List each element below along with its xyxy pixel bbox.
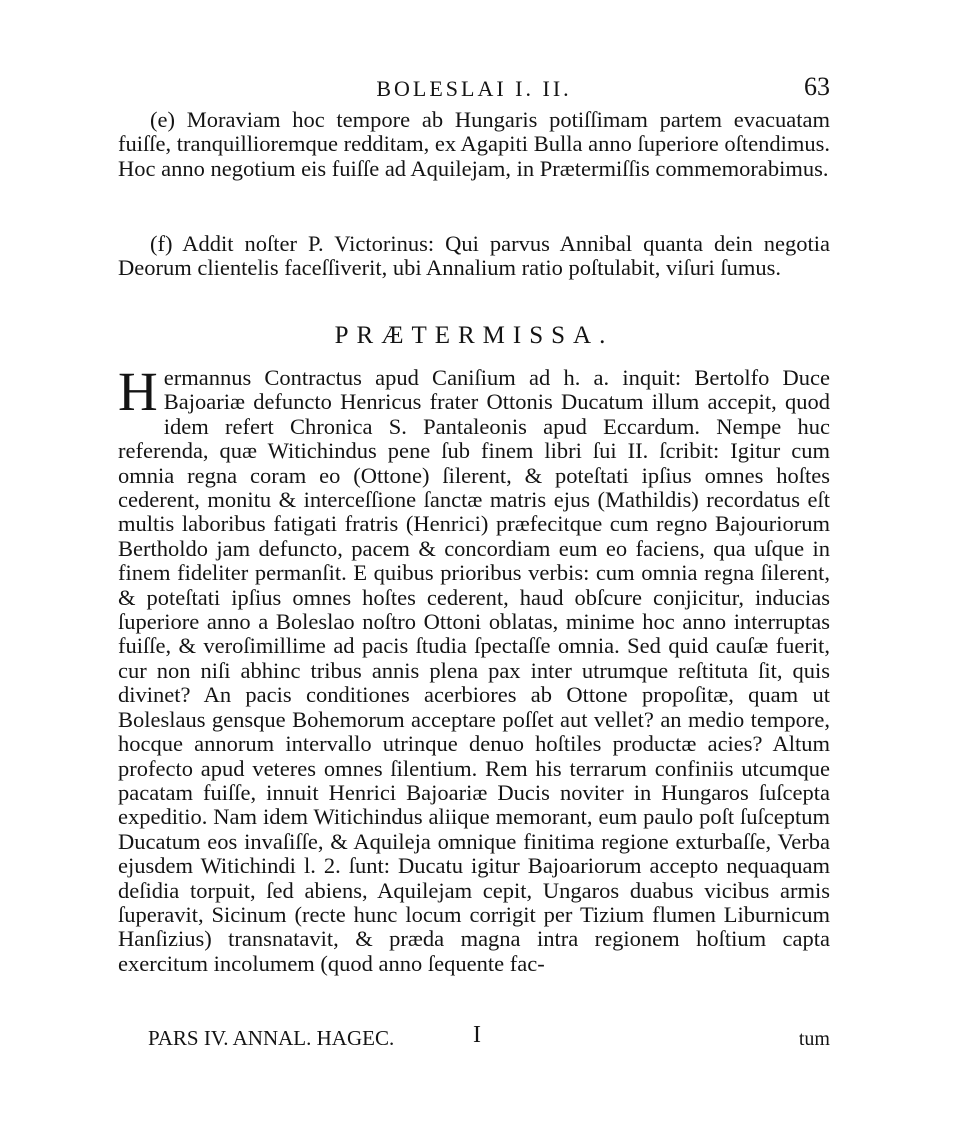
running-title: BOLESLAI I. II.: [376, 76, 572, 101]
page-header: [118, 72, 830, 106]
signature-line: PARS IV. ANNAL. HAGEC.: [148, 1026, 395, 1050]
footnote-f: [118, 232, 830, 281]
main-text: [118, 361, 830, 976]
page-number: 63: [804, 72, 830, 101]
main-paragraph: ermannus Contractus apud Caniſium ad h. a. inquit: Bertolfo Duce Bajoariæ defuncto Henricus frater Ottonis Ducatum illum accepit, quod idem refert Chronica S. Pantaleonis apud Eccardum. Nempe huc referenda, quæ Witichindus pene ſub finem libri ſui II. ſcribit: Igitur cum omnia regna coram eo (Ottone) ſilerent, & poteſtati ipſius omnes hoſtes cederent, monitu & interceſſione ſanctæ matris ejus (Mathildis) recordatus eſt multis laboribus fatigati fratris (Henrici) præfecitque cum regno Bajouriorum Bertholdo jam defuncto, pacem & concordiam eum eo faciens, qua uſque in finem fideliter permanſit. E quibus prioribus verbis: cum omnia regna ſilerent, & poteſtati ipſius omnes hoſtes cederent, haud obſcure conjicitur, inducias ſuperiore anno a Boleslao noſtro Ottoni oblatas, minime hoc anno interruptas fuiſſe, & veroſimillime ad pacis ſtudia ſpectaſſe omnia. Sed quid cauſæ fuerit, cur non niſi abhinc tribus annis plena pax inter utrumque reſtituta ſit, quis divinet? An pacis conditiones acerbiores ab Ottone propoſitæ, quam ut Boleslaus gensque Bohemorum acceptare poſſet aut vellet? an medio tempore, hocque annorum intervallo utrinque denuo hoſtiles productæ acies? Altum profecto apud veteres omnes ſilentium. Rem his terrarum confiniis utcumque pacatam fuiſſe, innuit Henrici Bajoariæ Ducis noviter in Hungaros ſuſcepta expeditio. Nam idem Witichindus aliique memorant, eum paulo poſt ſuſceptum Ducatum eos invaſiſſe, & Aquileja omnique finitima regione exturbaſſe, Verba ejusdem Witichindi l. 2. ſunt: Ducatu igitur Bajoariorum accepto nequaquam deſidia torpuit, ſed abiens, Aquilejam cepit, Ungaros duabus vicibus armis ſuperavit, Sicinum (recte hunc locum corrigit per Tizium flumen Liburnicum Hanſizius) transnatavit, & præda magna intra regionem hoſtium capta exercitum incolumem (quod anno ſequente fac-: [118, 365, 830, 976]
section-heading: PRÆTERMISSA.: [334, 322, 614, 349]
footnote-e-text: (e) Moraviam hoc tempore ab Hungaris potiſſimam partem evacuatam fuiſſe, tranquillioremque redditam, ex Agapiti Bulla anno ſuperiore oſtendimus. Hoc anno negotium eis fuiſſe ad Aquilejam, in Prætermiſſis commemorabimus.: [118, 107, 830, 181]
footnote-f-text: (f) Addit noſter P. Victorinus: Qui parvus Annibal quanta dein negotia Deorum clientelis faceſſiverit, ubi Annalium ratio poſtulabit, viſuri ſumus.: [118, 231, 830, 281]
catchword: tum: [798, 1028, 830, 1050]
drop-capital: H: [118, 361, 158, 422]
quire-mark: I: [473, 1022, 481, 1048]
footnote-e: [118, 108, 830, 181]
page-footer: [118, 1022, 830, 1056]
